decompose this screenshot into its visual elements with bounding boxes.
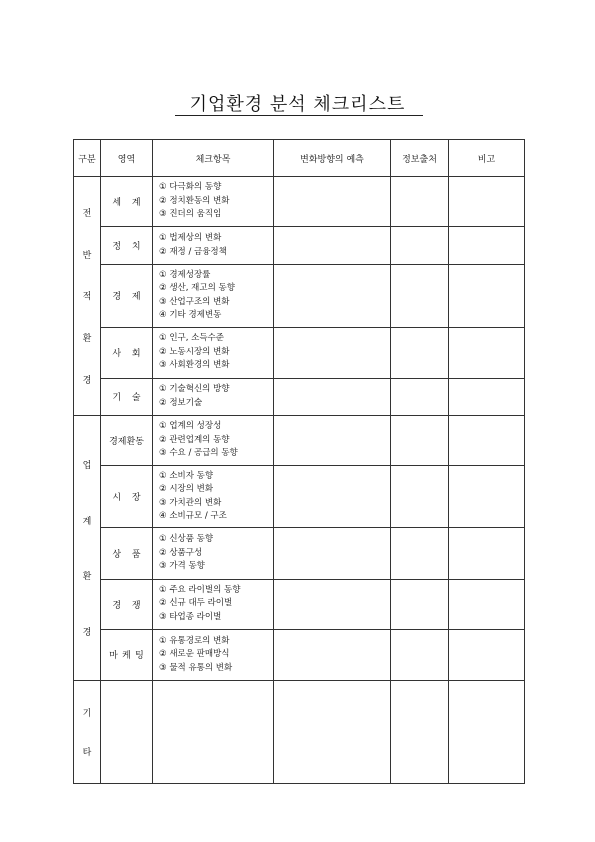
area-cell xyxy=(101,265,153,327)
category-char: 전 xyxy=(82,208,92,219)
forecast-cell[interactable] xyxy=(274,681,391,784)
forecast-cell[interactable] xyxy=(274,579,391,629)
check-item: ② 시장의 변화 xyxy=(159,484,214,495)
area-cell xyxy=(101,579,153,629)
source-cell[interactable] xyxy=(391,416,449,466)
source-cell[interactable] xyxy=(391,528,449,579)
area-cell xyxy=(101,466,153,528)
source-cell[interactable] xyxy=(391,177,449,227)
note-cell[interactable] xyxy=(449,466,525,528)
page-title: 기업환경 분석 체크리스트 xyxy=(189,94,406,115)
forecast-cell[interactable] xyxy=(274,629,391,680)
area-cell xyxy=(101,227,153,265)
table-row xyxy=(74,466,525,528)
check-items-cell xyxy=(153,528,274,579)
note-cell[interactable] xyxy=(449,327,525,378)
check-item: ③ 산업구조의 변화 xyxy=(159,296,230,307)
check-item: ④ 소비규모 / 구조 xyxy=(159,511,227,522)
check-item: ② 상품구성 xyxy=(159,547,203,558)
area-label: 쟁 xyxy=(131,600,141,611)
category-char: 타 xyxy=(82,747,92,758)
area-label: 상 xyxy=(112,550,122,561)
forecast-cell[interactable] xyxy=(274,327,391,378)
note-cell[interactable] xyxy=(449,416,525,466)
area-label: 팅 xyxy=(135,651,144,662)
category-char: 환 xyxy=(82,334,92,345)
check-items-cell xyxy=(153,177,274,227)
area-label: 사 xyxy=(112,349,122,360)
area-label: 기 xyxy=(112,393,122,404)
check-item: ③ 가격 동향 xyxy=(159,561,205,572)
area-label: 회 xyxy=(131,349,141,360)
check-item: ① 업계의 성장성 xyxy=(159,421,222,432)
check-item: ② 새로운 판매방식 xyxy=(159,649,230,660)
category-char: 계 xyxy=(82,516,92,527)
header-area: 영역 xyxy=(101,140,153,177)
check-item: ③ 타업종 라이벌 xyxy=(159,611,222,622)
source-cell[interactable] xyxy=(391,466,449,528)
check-item: ① 소비자 동향 xyxy=(159,470,214,481)
note-cell[interactable] xyxy=(449,227,525,265)
area-label: 장 xyxy=(131,493,141,504)
category-char: 기 xyxy=(82,709,92,720)
check-item: ① 신상품 동향 xyxy=(159,534,214,545)
forecast-cell[interactable] xyxy=(274,528,391,579)
area-label: 술 xyxy=(131,393,141,404)
forecast-cell[interactable] xyxy=(274,378,391,415)
area-label: 마 xyxy=(109,651,118,662)
checklist-table xyxy=(73,139,525,784)
source-cell[interactable] xyxy=(391,327,449,378)
header-forecast: 변화방향의 예측 xyxy=(274,140,391,177)
check-items-cell xyxy=(153,579,274,629)
check-item: ① 인구, 소득수준 xyxy=(159,333,224,344)
table-row xyxy=(74,629,525,680)
area-label: 시 xyxy=(112,493,122,504)
note-cell[interactable] xyxy=(449,177,525,227)
category-cell xyxy=(74,416,101,681)
check-item: ① 경제성장률 xyxy=(159,269,211,280)
note-cell[interactable] xyxy=(449,265,525,327)
check-items-cell xyxy=(153,265,274,327)
table-row xyxy=(74,378,525,415)
area-cell xyxy=(101,177,153,227)
check-item: ③ 가치관의 변화 xyxy=(159,497,222,508)
check-items-cell xyxy=(153,681,274,784)
area-cell xyxy=(101,629,153,680)
category-char: 반 xyxy=(82,250,92,261)
note-cell[interactable] xyxy=(449,629,525,680)
table-row xyxy=(74,416,525,466)
table-body xyxy=(74,177,525,784)
check-items-cell xyxy=(153,227,274,265)
header-source: 정보출처 xyxy=(391,140,449,177)
area-label: 치 xyxy=(131,242,141,253)
check-item: ① 기술혁신의 방향 xyxy=(159,384,230,395)
area-label: 경제환동 xyxy=(109,437,144,448)
check-item: ② 관련업계의 동향 xyxy=(159,434,230,445)
source-cell[interactable] xyxy=(391,579,449,629)
area-label: 케 xyxy=(122,651,131,662)
check-item: ① 주요 라이벌의 동향 xyxy=(159,584,241,595)
table-row xyxy=(74,177,525,227)
table-row xyxy=(74,265,525,327)
area-label: 정 xyxy=(112,242,122,253)
area-cell xyxy=(101,327,153,378)
check-items-cell xyxy=(153,378,274,415)
check-item: ③ 사회환경의 변화 xyxy=(159,360,230,371)
note-cell[interactable] xyxy=(449,579,525,629)
source-cell[interactable] xyxy=(391,227,449,265)
header-row xyxy=(74,140,525,177)
area-cell xyxy=(101,416,153,466)
check-items-cell xyxy=(153,629,274,680)
check-items-cell xyxy=(153,466,274,528)
source-cell[interactable] xyxy=(391,629,449,680)
title-underline xyxy=(175,115,423,116)
area-cell xyxy=(101,681,153,784)
category-cell xyxy=(74,177,101,416)
check-item: ① 다극화의 동향 xyxy=(159,182,222,193)
area-label: 품 xyxy=(131,550,141,561)
forecast-cell[interactable] xyxy=(274,416,391,466)
check-items-cell xyxy=(153,416,274,466)
category-char: 적 xyxy=(82,292,92,303)
check-item: ③ 진더의 움직임 xyxy=(159,209,222,220)
check-item: ① 법제상의 변화 xyxy=(159,233,222,244)
check-items-cell xyxy=(153,327,274,378)
check-item: ② 정보기술 xyxy=(159,397,203,408)
area-cell xyxy=(101,528,153,579)
check-item: ② 생산, 재고의 동향 xyxy=(159,283,235,294)
check-item: ② 노동시장의 변화 xyxy=(159,346,230,357)
check-item: ② 재정 / 금융정책 xyxy=(159,246,227,257)
check-item: ④ 기타 경제변동 xyxy=(159,310,222,321)
table-row xyxy=(74,681,525,784)
area-label: 제 xyxy=(131,292,141,303)
category-char: 경 xyxy=(82,627,92,638)
check-item: ③ 수요 / 공급의 동향 xyxy=(159,448,238,459)
table-row xyxy=(74,528,525,579)
category-char: 업 xyxy=(82,461,92,472)
note-cell[interactable] xyxy=(449,681,525,784)
check-item: ② 정치환동의 변화 xyxy=(159,195,230,206)
note-cell[interactable] xyxy=(449,528,525,579)
category-char: 환 xyxy=(82,572,92,583)
table-row xyxy=(74,327,525,378)
check-item: ① 유통경로의 변화 xyxy=(159,635,230,646)
table-row xyxy=(74,579,525,629)
area-label: 세 xyxy=(112,198,122,209)
forecast-cell[interactable] xyxy=(274,466,391,528)
source-cell[interactable] xyxy=(391,378,449,415)
source-cell[interactable] xyxy=(391,681,449,784)
forecast-cell[interactable] xyxy=(274,265,391,327)
area-cell xyxy=(101,378,153,415)
category-char: 경 xyxy=(82,376,92,387)
header-category: 구분 xyxy=(74,140,101,177)
check-item: ② 신규 대두 라이벌 xyxy=(159,598,233,609)
area-label: 경 xyxy=(112,600,122,611)
table-row xyxy=(74,227,525,265)
check-item: ③ 물적 유통의 변화 xyxy=(159,662,233,673)
forecast-cell[interactable] xyxy=(274,177,391,227)
area-label: 계 xyxy=(131,198,141,209)
note-cell[interactable] xyxy=(449,378,525,415)
category-cell xyxy=(74,681,101,784)
header-check-items: 체크항목 xyxy=(153,140,274,177)
area-label: 경 xyxy=(112,292,122,303)
source-cell[interactable] xyxy=(391,265,449,327)
forecast-cell[interactable] xyxy=(274,227,391,265)
header-note: 비고 xyxy=(449,140,525,177)
